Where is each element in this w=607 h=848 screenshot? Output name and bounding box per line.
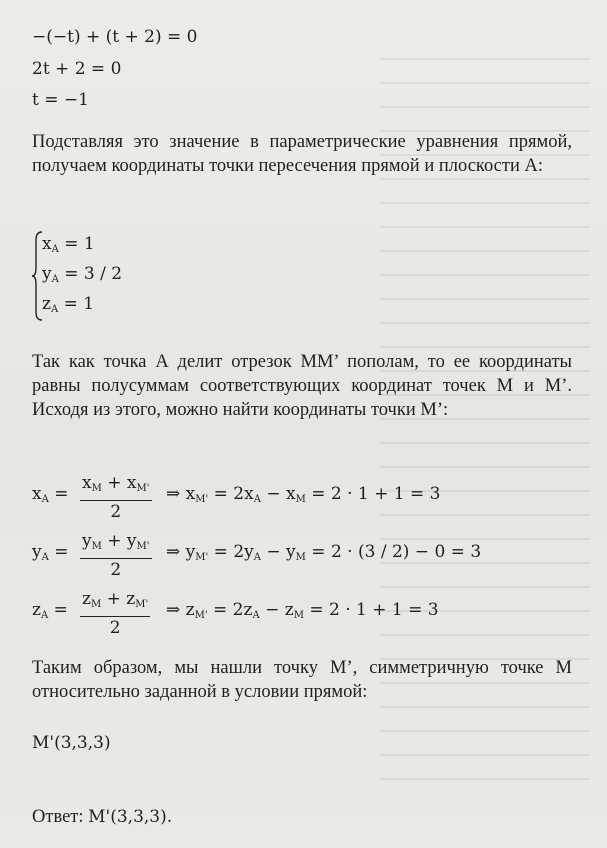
fraction-x: $\frac{x_M + x_{M'}}{2}$ (82, 473, 150, 522)
paragraph-conclusion: Таким образом, мы нашли точку М’, симметричную точке М относительно заданной в условии прямой: (32, 658, 572, 702)
paragraph-substitution: Подставляя это значение в параметрические уравнения прямой, получаем координаты точки пересечения прямой и плоскости А: (32, 132, 572, 176)
paragraph-midpoint: Так как точка А делит отрезок ММ’ пополам, то ее координаты равны полусуммам соответствующих координат точек М и М’. Исходя из этого, можно найти координаты точки М’: (32, 352, 572, 420)
coordinate-system (32, 230, 152, 322)
fraction-z: $\frac{z_M + z_{M'}}{2}$ (82, 589, 149, 638)
answer-value: M'(3,3,3). (88, 807, 173, 827)
system-row-y: $y_A = 3 / 2$ (42, 264, 123, 285)
equation-line-1: −(−t) + (t + 2) = 0 (32, 27, 198, 47)
answer-label: Ответ: (32, 807, 84, 827)
system-row-x: $x_A = 1$ (42, 234, 95, 255)
equation-y: $y_A$ = $\frac{y_M + y_{M'}}{2}$ ⇒ $y_{M'} = 2y_A - y_M = 2 \cdot (3 / 2) - 0 = 3$ (32, 531, 482, 580)
equation-z: $z_A$ = $\frac{z_M + z_{M'}}{2}$ ⇒ $z_{M'} = 2z_A - z_M = 2 \cdot 1 + 1 = 3$ (32, 589, 439, 638)
system-row-z: $z_A = 1$ (42, 294, 95, 315)
result-point: M'(3,3,3) (32, 733, 111, 753)
fraction-y: $\frac{y_M + y_{M'}}{2}$ (82, 531, 150, 580)
equation-line-3: t = −1 (32, 90, 89, 110)
equation-line-2: 2t + 2 = 0 (32, 59, 122, 79)
equation-x: $x_A$ = $\frac{x_M + x_{M'}}{2}$ ⇒ $x_{M'} = 2x_A - x_M = 2 \cdot 1 + 1 = 3$ (32, 473, 441, 522)
answer-line (32, 806, 172, 828)
